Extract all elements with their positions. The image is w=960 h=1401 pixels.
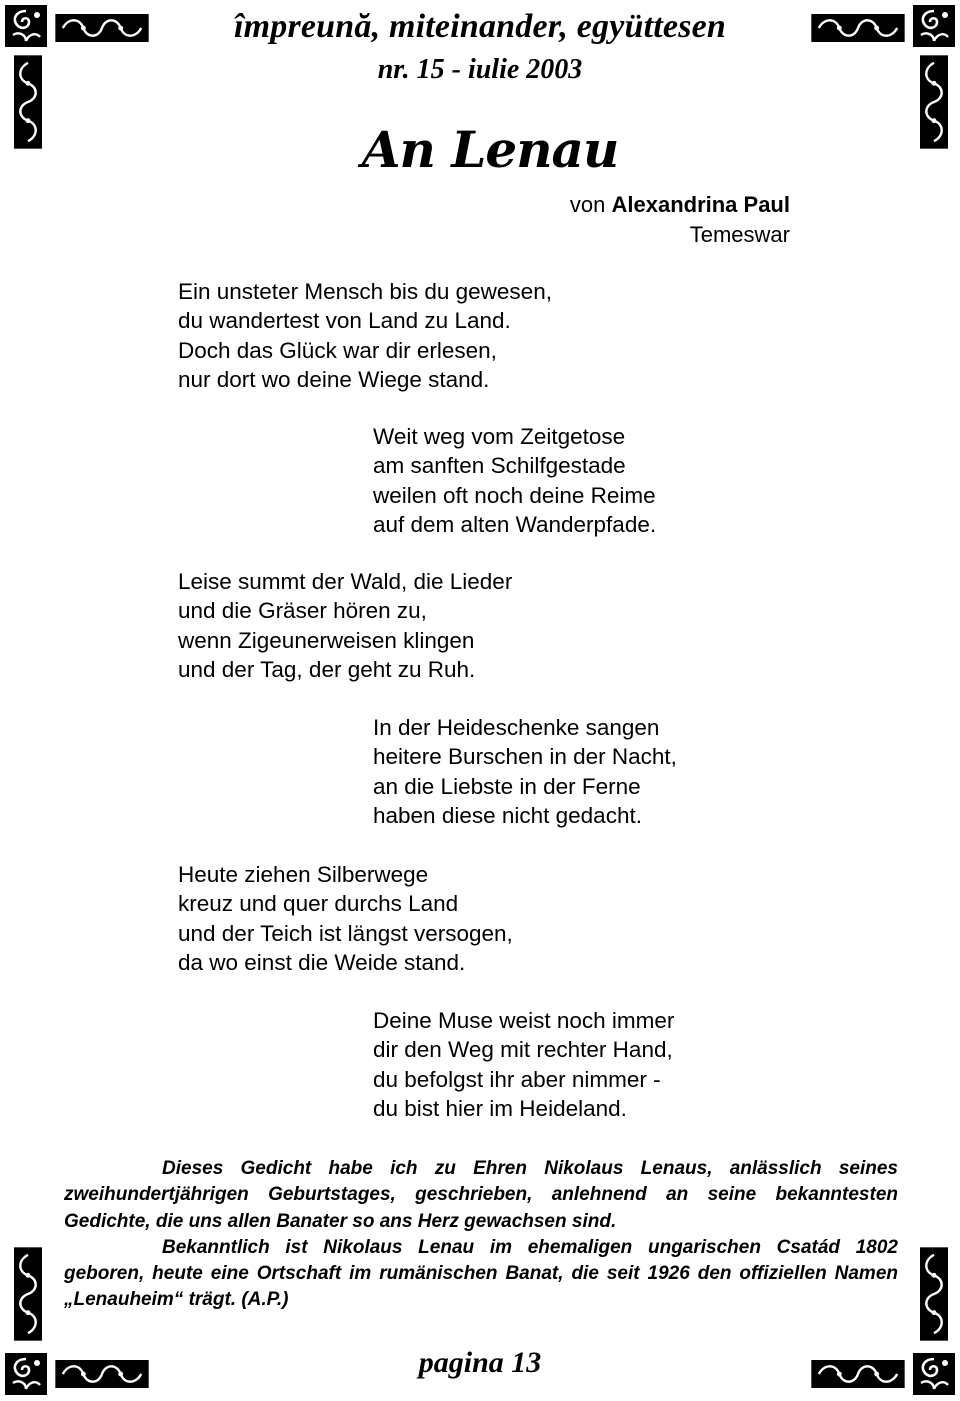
verse-line: weilen oft noch deine Reime (373, 482, 656, 508)
floral-corner-ornament-icon (4, 4, 48, 48)
floral-corner-ornament-icon (4, 1352, 48, 1396)
floral-corner-ornament-icon (912, 1352, 956, 1396)
byline (570, 190, 790, 250)
verse-line: Weit weg vom Zeitgetose (373, 424, 626, 449)
floral-band-ornament-icon (808, 1360, 908, 1388)
floral-corner-ornament-icon (912, 4, 956, 48)
verse-line: du befolgst ihr aber nimmer - (373, 1066, 661, 1092)
issue-line: nr. 15 - iulie 2003 (377, 54, 583, 85)
note-paragraph: Bekanntlich ist Nikolaus Lenau im ehemaligen ungarischen Csatád 1802 geboren, heute eine Ortschaft im rumänischen Banat, die seit 1926 den offiziellen Namen „Lenauheim“ trägt. (A.P.) (64, 1236, 898, 1311)
stanza-3 (178, 567, 512, 684)
note-paragraph: Dieses Gedicht habe ich zu Ehren Nikolaus Lenaus, anlässlich seines zweihundertjährigen Geburtstages, geschrieben, anlehnend an seine bekanntesten Gedichte, die uns allen Banater so ans Herz gewachsen sind. (64, 1158, 898, 1232)
verse-line: auf dem alten Wanderpfade. (373, 511, 657, 537)
floral-band-ornament-icon (920, 1244, 948, 1344)
stanza-4 (373, 713, 677, 830)
verse-line: an die Liebste in der Ferne (373, 773, 641, 799)
author-name: Alexandrina Paul (611, 192, 790, 217)
page-number: pagina 13 (418, 1346, 542, 1379)
stanza-1 (178, 277, 552, 394)
verse-line: und der Tag, der geht zu Ruh. (178, 656, 476, 682)
floral-band-ornament-icon (52, 1360, 152, 1388)
verse-line: Ein unsteter Mensch bis du gewesen, (178, 279, 552, 304)
stanza-2 (373, 422, 656, 539)
header-title: împreună, miteinander, együttesen (233, 8, 727, 45)
author-prefix: von (569, 192, 606, 217)
verse-line: heitere Burschen in der Nacht, (373, 744, 677, 770)
verse-line: kreuz und quer durchs Land (178, 891, 459, 917)
author-note (64, 1156, 898, 1314)
floral-band-ornament-icon (920, 52, 948, 152)
verse-line: dir den Weg mit rechter Hand, (373, 1037, 673, 1063)
verse-line: und die Gräser hören zu, (178, 598, 427, 624)
verse-line: du wandertest von Land zu Land. (178, 308, 511, 334)
verse-line: nur dort wo deine Wiege stand. (178, 366, 490, 392)
author-city: Temeswar (689, 222, 790, 247)
verse-line: Deine Muse weist noch immer (373, 1008, 675, 1033)
verse-line: In der Heideschenke sangen (373, 715, 660, 740)
poem-title: An Lenau (361, 120, 619, 179)
floral-band-ornament-icon (52, 14, 152, 42)
verse-line: da wo einst die Weide stand. (178, 949, 466, 975)
verse-line: du bist hier im Heideland. (373, 1095, 627, 1121)
floral-band-ornament-icon (14, 1244, 42, 1344)
stanza-6 (373, 1006, 674, 1123)
verse-line: und der Teich ist längst versogen, (178, 920, 513, 946)
verse-line: Heute ziehen Silberwege (178, 862, 429, 887)
floral-band-ornament-icon (808, 14, 908, 42)
floral-band-ornament-icon (14, 52, 42, 152)
verse-line: am sanften Schilfgestade (373, 453, 626, 479)
verse-line: wenn Zigeunerweisen klingen (178, 627, 475, 653)
verse-line: haben diese nicht gedacht. (373, 802, 642, 828)
verse-line: Leise summt der Wald, die Lieder (178, 569, 513, 594)
verse-line: Doch das Glück war dir erlesen, (178, 337, 497, 363)
stanza-5 (178, 860, 513, 977)
